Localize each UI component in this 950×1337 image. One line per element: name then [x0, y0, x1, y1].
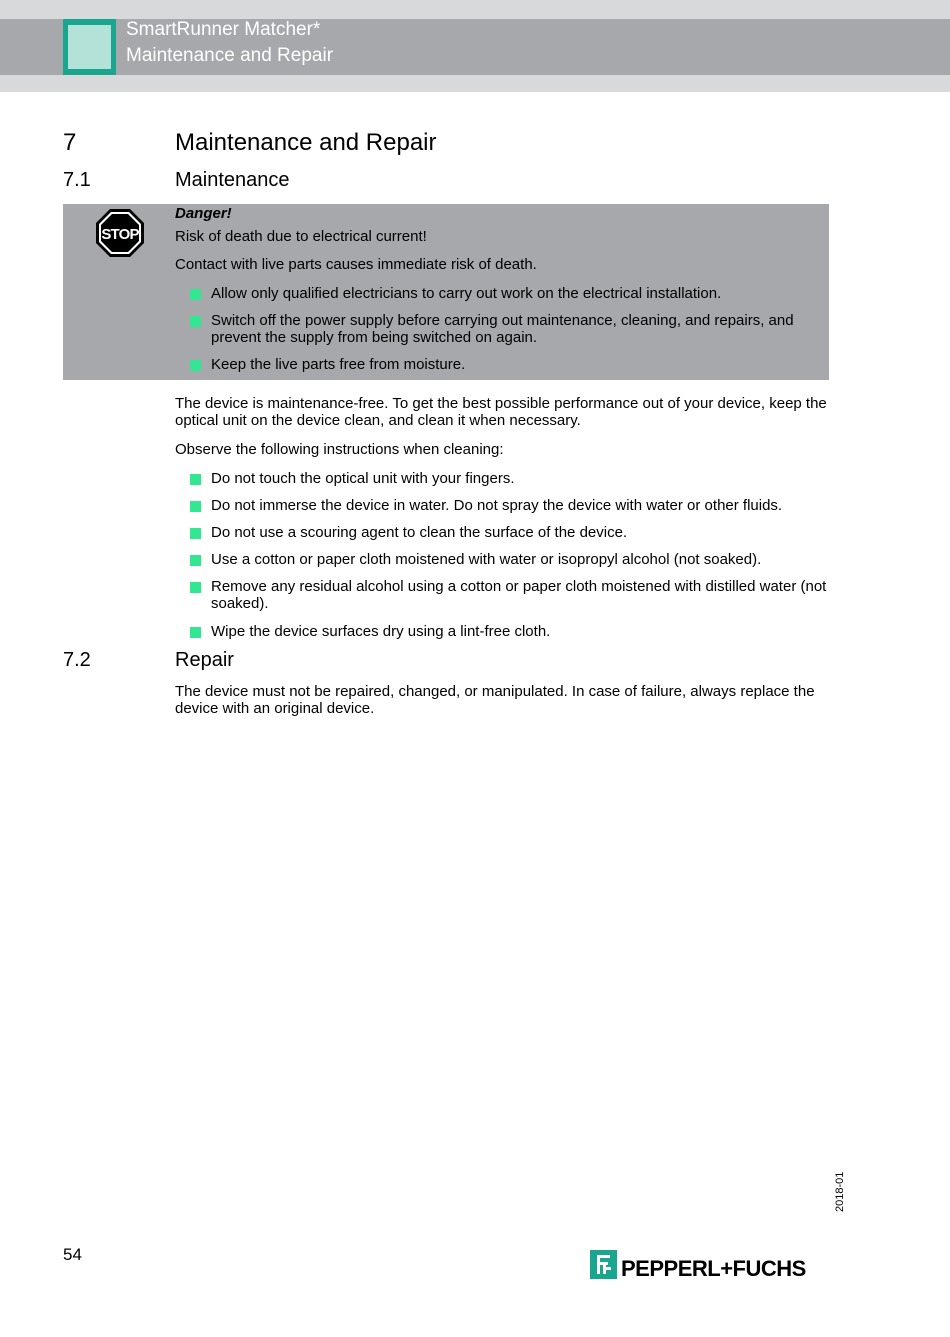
cleaning-bullet-4: Use a cotton or paper cloth moistened with water or isopropyl alcohol (not soaked).	[211, 551, 762, 568]
danger-title: Danger!	[175, 205, 232, 222]
cleaning-bullet-marker	[190, 501, 201, 512]
subsection-maintenance-title: Maintenance	[175, 169, 290, 191]
cleaning-bullet-3: Do not use a scouring agent to clean the surface of the device.	[211, 524, 628, 541]
page-number: 54	[63, 1245, 82, 1264]
danger-line-2: Contact with live parts causes immediate risk of death.	[175, 256, 537, 273]
maintenance-paragraph-2: Observe the following instructions when cleaning:	[175, 441, 504, 458]
subsection-repair-title: Repair	[175, 649, 234, 671]
cleaning-bullet-6: Wipe the device surfaces dry using a lint-free cloth.	[211, 623, 551, 640]
pf-logo-text: PEPPERL+FUCHS	[621, 1256, 806, 1281]
date-code: 2018-01	[834, 1171, 846, 1212]
cleaning-bullet-2: Do not immerse the device in water. Do not spray the device with water or other fluids.	[211, 497, 783, 514]
danger-bullet-1: Allow only qualified electricians to carry out work on the electrical installation.	[211, 285, 722, 302]
section-number: 7	[63, 129, 77, 156]
header-accent-inner	[68, 25, 111, 69]
maintenance-paragraph-1: The device is maintenance-free. To get the best possible performance out of your device, keep the optical unit on the device clean, and clean it when necessary.	[175, 395, 827, 429]
cleaning-bullet-marker	[190, 555, 201, 566]
danger-line-1: Risk of death due to electrical current!	[175, 228, 427, 245]
danger-bullet-marker	[190, 316, 201, 327]
cleaning-bullet-marker	[190, 474, 201, 485]
repair-paragraph: The device must not be repaired, changed, or manipulated. In case of failure, always replace the device with an original device.	[175, 683, 815, 717]
cleaning-bullet-marker	[190, 627, 201, 638]
danger-bullet-3: Keep the live parts free from moisture.	[211, 356, 466, 373]
pf-logo-icon	[590, 1250, 617, 1279]
cleaning-bullet-1: Do not touch the optical unit with your fingers.	[211, 470, 515, 487]
stop-sign-label: STOP	[101, 226, 139, 243]
cleaning-bullet-marker	[190, 582, 201, 593]
header-bottom-strip	[0, 75, 950, 92]
header-subtitle: Maintenance and Repair	[126, 45, 334, 66]
header-accent-square	[63, 19, 116, 75]
header-top-strip	[0, 0, 950, 19]
danger-bullet-marker	[190, 289, 201, 300]
header-title: SmartRunner Matcher*	[126, 19, 321, 40]
stop-sign-icon	[95, 208, 145, 258]
danger-bullet-marker	[190, 360, 201, 371]
subsection-repair-number: 7.2	[63, 649, 91, 671]
cleaning-bullet-marker	[190, 528, 201, 539]
cleaning-bullet-5: Remove any residual alcohol using a cotton or paper cloth moistened with distilled water (not soaked).	[211, 578, 827, 612]
danger-bullet-2: Switch off the power supply before carrying out maintenance, cleaning, and repairs, and prevent the supply from being switched on again.	[211, 312, 794, 346]
section-title: Maintenance and Repair	[175, 129, 437, 156]
subsection-maintenance-number: 7.1	[63, 169, 91, 191]
